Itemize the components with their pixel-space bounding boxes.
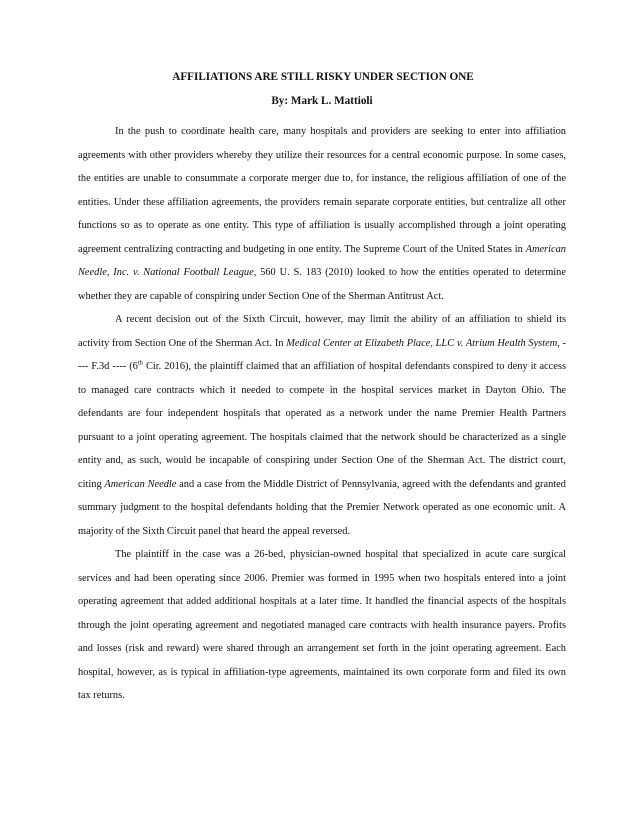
paragraph-text: , ---- F.3d ---- (6 [78,337,567,372]
paragraph-text: A recent decision out of the Sixth Circuit, however, may limit the ability of an affiliation to shield its activity from Section One of the Sherman Act. In [78,314,566,349]
paragraph-text: Cir. 2016), the plaintiff claimed that an affiliation of hospital defendants conspired to deny it access to managed care contracts which it needed to compete in the hospital services market in Dayton Ohio. The defendants are four independent hospitals that operated as a network under the name Premier Health Partners pursuant to a joint operating agreement. The hospitals claimed that the network should be characterized as a single entity and, as such, would be incapable of conspiring under Section One of the Sherman Act. The district court, citing [78,361,566,490]
paragraph-text: The plaintiff in the case was a 26-bed, physician-owned hospital that specialized in acute care surgical services and had been operating since 2006. Premier was formed in 1995 when two hospitals entered into a joint operating agreement that added additional hospitals at a later time. It handled the financial aspects of the hospitals through the joint operating agreement and negotiated managed care contracts with health insurance payers. Profits and losses (risk and reward) were shared through an arrangement set forth in the joint operating agreement. Each hospital, however, as is typical in affiliation-type agreements, maintained its own corporate form and filed its own tax returns. [78,549,566,701]
paragraph-2 [78,308,566,543]
document-byline: By: Mark L. Mattioli [271,95,373,107]
case-citation: American Needle, Inc. v. National Football League [78,243,566,278]
ordinal-superscript: th [137,359,143,367]
paragraph-text: In the push to coordinate health care, many hospitals and providers are seeking to enter into affiliation agreements with other providers whereby they utilize their resources for a central economic purpose. In some cases, the entities are unable to consummate a corporate merger due to, for instance, the religious affiliation of one of the entities. Under these affiliation agreements, the providers remain separate corporate entities, but centralize all other functions so as to operate as one entity. This type of affiliation is usually accomplished through a joint operating agreement centralizing contracting and budgeting in one entity. The Supreme Court of the United States in [78,126,566,255]
document-title: AFFILIATIONS ARE STILL RISKY UNDER SECTION ONE [172,71,474,83]
paragraph-text: , 560 U. S. 183 (2010) looked to how the entities operated to determine whether they are capable of conspiring under Section One of the Sherman Antitrust Act. [78,267,566,302]
case-citation: Medical Center at Elizabeth Place, LLC v. Atrium Health System [286,337,558,349]
paragraph-3 [78,543,566,708]
paragraph-1 [78,120,566,308]
case-citation: American Needle [104,478,177,490]
document-page [78,70,566,708]
paragraph-text: and a case from the Middle District of Pennsylvania, agreed with the defendants and granted summary judgment to the hospital defendants holding that the Premier Network operated as one economic unit. A majority of the Sixth Circuit panel that heard the appeal reversed. [78,478,566,537]
